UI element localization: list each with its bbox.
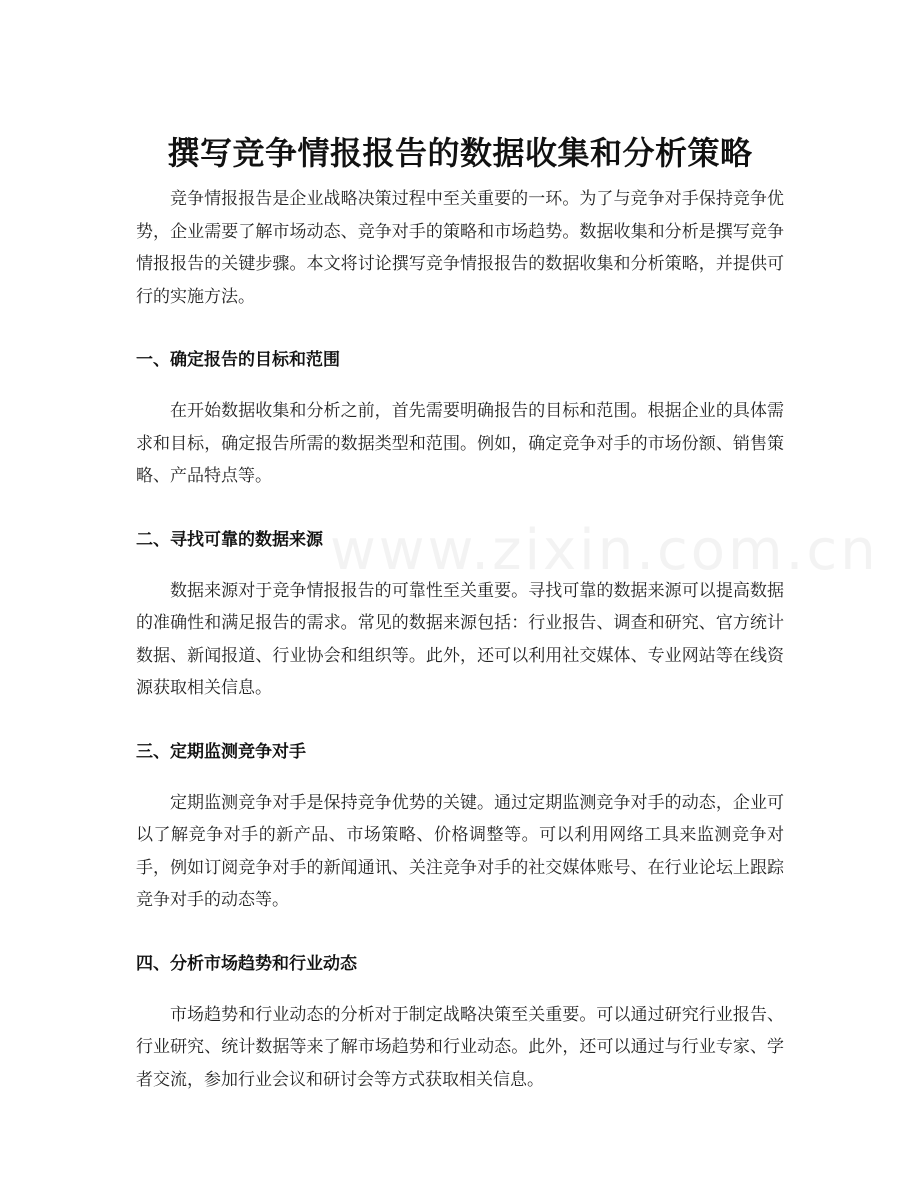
section-heading: 一、确定报告的目标和范围 — [136, 350, 340, 370]
section-paragraph: 定期监测竞争对手是保持竞争优势的关键。通过定期监测竞争对手的动态，企业可以了解竞争对手的新产品、市场策略、价格调整等。可以利用网络工具来监测竞争对手，例如订阅竞争对手的新闻通讯、关注竞争对手的社交媒体账号、在行业论坛上跟踪竞争对手的动态等。 — [136, 792, 784, 910]
section-paragraph: 市场趋势和行业动态的分析对于制定战略决策至关重要。可以通过研究行业报告、行业研究、统计数据等来了解市场趋势和行业动态。此外，还可以通过与行业专家、学者交流，参加行业会议和研讨会等方式获取相关信息。 — [136, 1004, 784, 1090]
section-heading: 三、定期监测竞争对手 — [136, 741, 306, 762]
intro-paragraph: 竞争情报报告是企业战略决策过程中至关重要的一环。为了与竞争对手保持竞争优势，企业需要了解市场动态、竞争对手的策略和市场趋势。数据收集和分析是撰写竞争情报报告的关键步骤。本文将讨论撰写竞争情报报告的数据收集和分析策略，并提供可行的实施方法。 — [136, 189, 784, 307]
section-heading: 二、寻找可靠的数据来源 — [136, 529, 323, 550]
section-3 — [136, 739, 784, 917]
section-paragraph: 在开始数据收集和分析之前，首先需要明确报告的目标和范围。根据企业的具体需求和目标，确定报告所需的数据类型和范围。例如，确定竞争对手的市场份额、销售策略、产品特点等。 — [136, 401, 784, 486]
section-paragraph: 数据来源对于竞争情报报告的可靠性至关重要。寻找可靠的数据来源可以提高数据的准确性和满足报告的需求。常见的数据来源包括：行业报告、调查和研究、官方统计数据、新闻报道、行业协会和组织等。此外，还可以利用社交媒体、专业网站等在线资源获取相关信息。 — [136, 580, 784, 698]
watermark-text: www.zixin.com.cn — [330, 518, 879, 583]
section-heading: 四、分析市场趋势和行业动态 — [136, 953, 357, 974]
document-title: 撰写竞争情报报告的数据收集和分析策略 — [167, 134, 753, 173]
section-4 — [136, 951, 784, 1097]
document-body — [136, 183, 784, 1096]
section-2 — [136, 527, 784, 705]
section-1 — [136, 347, 784, 493]
